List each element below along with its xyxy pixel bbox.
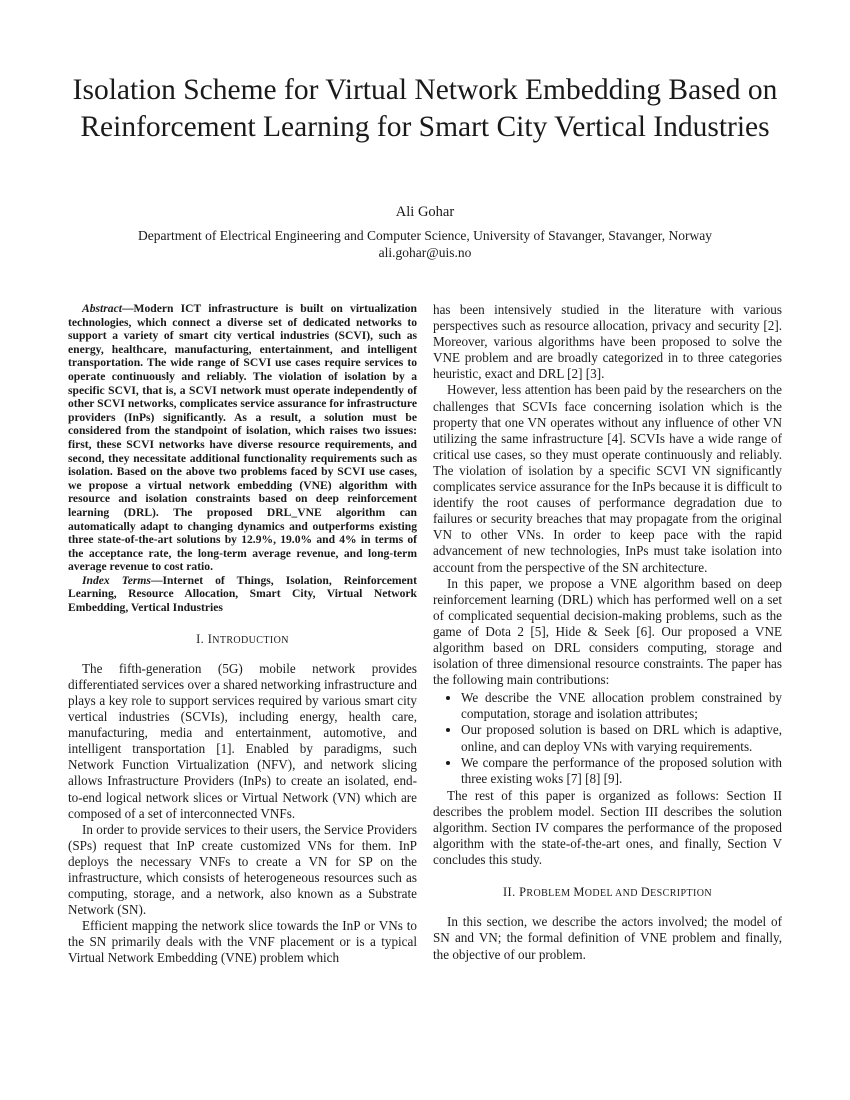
- right-column: [433, 302, 782, 963]
- contribution-list: [433, 690, 782, 787]
- paragraph: The rest of this paper is organized as follows: Section II describes the problem model. Section III describes the solution algorithm. Section IV compares the performance of the proposed algorithm with the state-of-the-art ones, and finally, Section V concludes this study.: [433, 787, 782, 868]
- left-column: [68, 302, 417, 967]
- paragraph: In this paper, we propose a VNE algorithm based on deep reinforcement learning (DRL) which has performed well on a set of complicated sequential decision-making problems, such as the game of Dota 2 [5], Hide & Seek [6]. Our proposed a VNE algorithm based on DRL considers computing, storage and isolation of three dimensional resource constraints. The paper has the following main contributions:: [433, 575, 782, 688]
- paragraph: Efficient mapping the network slice towards the InP or VNs to the SN primarily deals with the VNF placement or is a typical Virtual Network Embedding (VNE) problem which: [68, 918, 417, 966]
- section-heading-introduction: I. INTRODUCTION: [196, 631, 289, 646]
- paragraph: In this section, we describe the actors involved; the model of SN and VN; the formal definition of VNE problem and finally, the objective of our problem.: [433, 914, 782, 962]
- paragraph: In order to provide services to their users, the Service Providers (SPs) request that InP create customized VNs for them. InP deploys the necessary VNFs to create a VN for SP on the infrastructure, which consists of heterogeneous resources such as computing, storage, and a network, also known as a Substrate Network (SN).: [68, 821, 417, 918]
- author-email: ali.gohar@uis.no: [378, 245, 472, 260]
- paragraph: However, less attention has been paid by the researchers on the challenges that SCVIs face concerning isolation which is the property that one VN operates without any influence of other VN utilizing the same infrastructure [4]. SCVIs have a wide range of critical use cases, so they must operate continuously and reliably. The violation of isolation by a specific SCVI VN significantly complicates service assurance for the InPs because it is difficult to identify the root causes of performance degradation due to failures or security breaches that may propagate from the original VN to other VNs. In order to keep pace with the rapid advancement of new technologies, InPs must take isolation into account from the perspective of the SN architecture.: [433, 382, 782, 575]
- author-block: [40, 204, 810, 261]
- paragraph-continuation: has been intensively studied in the literature with various perspectives such as resource allocation, privacy and security [2]. Moreover, various algorithms have been proposed to solve the VNE problem and are broadly categorized in to three categories heuristic, exact and DRL [2] [3].: [433, 302, 782, 382]
- index-terms-text: —Internet of Things, Isolation, Reinforcement Learning, Resource Allocation, Smart City, Virtual Network Embedding, Vertical Industries: [68, 573, 417, 615]
- index-terms: [68, 574, 417, 615]
- paragraph: The fifth-generation (5G) mobile network provides differentiated services over a shared networking infrastructure and plays a key role to support services required by various smart city vertical industries (SCVIs), including energy, health care, manufacturing, media and entertainment, automotive, and intelligent transportation [1]. Enabled by paradigms, such Network Function Virtualization (NFV), and network slicing allows Infrastructure Providers (InPs) to create an isolated, end-to-end logical network slices or Virtual Network (VN) which are composed of a set of interconnected VNFs.: [68, 660, 417, 821]
- section-heading-problem-model: II. PROBLEM MODEL AND DESCRIPTION: [503, 885, 712, 900]
- paper-title: Isolation Scheme for Virtual Network Embedding Based on Reinforcement Learning for Smart City Vertical Industries: [72, 74, 778, 143]
- author-name: Ali Gohar: [395, 204, 455, 220]
- abstract-label: Abstract: [82, 302, 122, 315]
- index-terms-label: Index Terms: [82, 573, 151, 587]
- list-item: • Our proposed solution is based on DRL which is adaptive, online, and can deploy VNs with varying requirements.: [461, 722, 782, 754]
- list-item: • We compare the performance of the proposed solution with three existing woks [7] [8] [9].: [461, 755, 782, 787]
- affiliation: Department of Electrical Engineering and Computer Science, University of Stavanger, Stavanger, Norway: [138, 228, 712, 243]
- list-item: • We describe the VNE allocation problem constrained by computation, storage and isolation attributes;: [461, 690, 782, 722]
- abstract-text: —Modern ICT infrastructure is built on virtualization technologies, which connect a diverse set of dedicated networks to support a variety of smart city vertical industries (SCVI), such as energy, healthcare, manufacturing, entertainment, and intelligent transportation. The wide range of SCVI use cases require services to operate continuously and reliably. The violation of isolation by a specific SCVI, that is, a SCVI network must operate independently of other SCVI networks, complicates service assurance for infrastructure providers (InPs) significantly. As a result, a solution must be considered from the standpoint of isolation, which raises two issues: first, these SCVI networks have diverse resource requirements, and second, they necessitate additional functionality requirements such as isolation. Based on the above two problems faced by SCVI use cases, we propose a virtual network embedding (VNE) algorithm with resource and isolation constraints based on deep reinforcement learning (DRL). The proposed DRL_VNE algorithm can automatically adapt to changing dynamics and outperforms existing three state-of-the-art solutions by 12.9%, 19.0% and 4% in terms of the acceptance rate, the long-term average revenue, and long-term average revenue to cost ratio.: [68, 302, 417, 574]
- abstract: [68, 302, 417, 574]
